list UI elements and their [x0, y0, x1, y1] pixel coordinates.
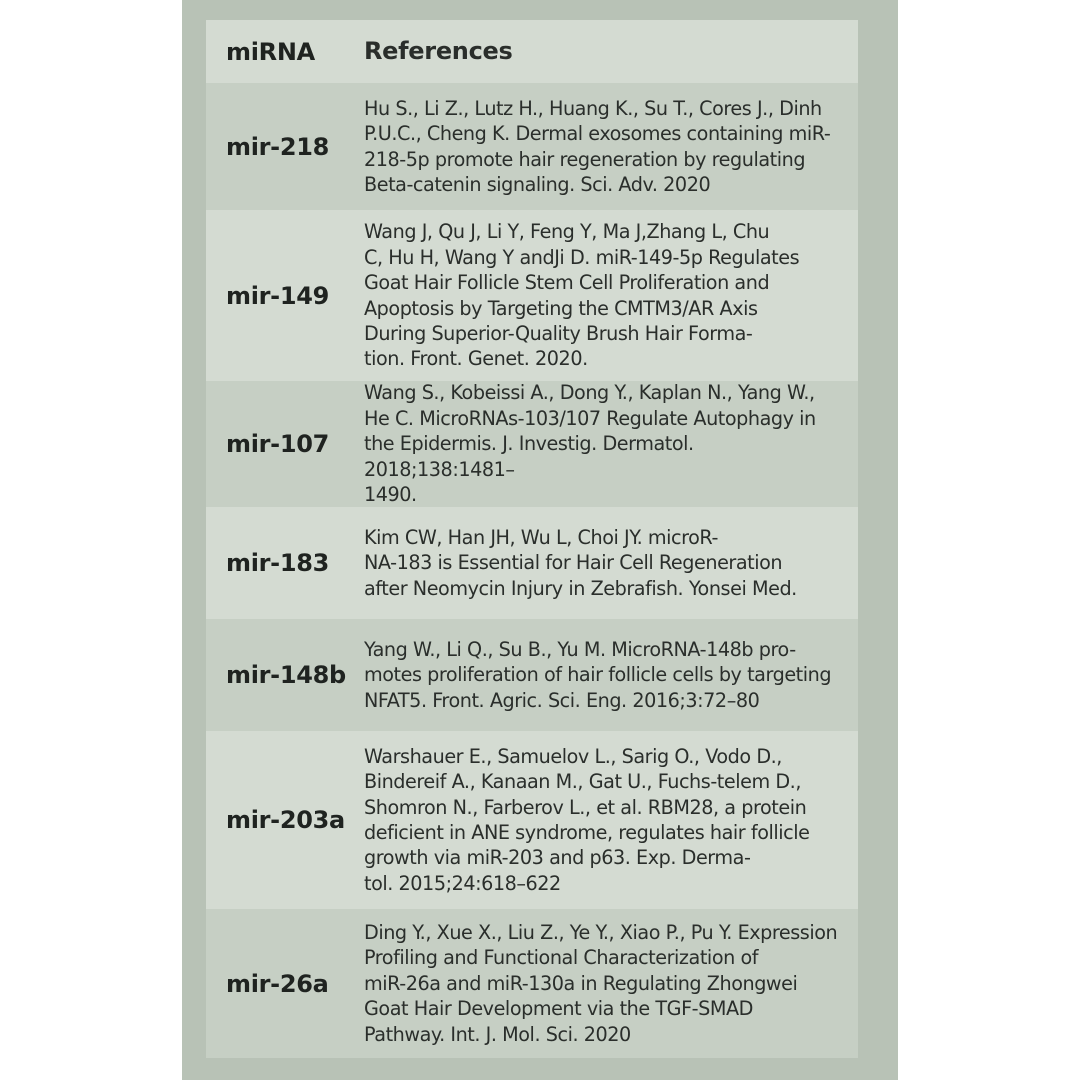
reference-text: Hu S., Li Z., Lutz H., Huang K., Su T., Cores J., Dinh P.U.C., Cheng K. Dermal exosomes containing miR- 218-5p promote hair regeneration by regulating Beta-catenin signaling. Sci. Adv. 2020 — [364, 96, 831, 196]
table-row — [206, 381, 858, 507]
mirna-name: mir-26a — [226, 969, 329, 998]
reference-text: Ding Y., Xue X., Liu Z., Ye Y., Xiao P., Pu Y. Expression Profiling and Functional Characterization of miR-26a and miR-130a in Regulating Zhongwei Goat Hair Development via the TGF-SMAD Pathway. Int. J. Mol. Sci. 2020 — [364, 920, 838, 1046]
table-row — [206, 619, 858, 731]
reference-text: Wang S., Kobeissi A., Dong Y., Kaplan N., Yang W., He C. MicroRNAs-103/107 Regulate Autophagy in the Epidermis. J. Investig. Dermatol. 2018;138:1481– 1490. — [364, 381, 816, 507]
mirna-references-table — [206, 20, 858, 1058]
mirna-name: mir-203a — [226, 806, 345, 834]
table-row — [206, 83, 858, 210]
header-references: References — [364, 36, 513, 65]
table-header-row — [206, 20, 858, 83]
reference-text: Kim CW, Han JH, Wu L, Choi JY. microR- NA-183 is Essential for Hair Cell Regeneration after Neomycin Injury in Zebrafish. Yonsei Med. — [364, 525, 797, 600]
mirna-name: mir-183 — [226, 549, 330, 577]
reference-text: Warshauer E., Samuelov L., Sarig O., Vodo D., Bindereif A., Kanaan M., Gat U., Fuchs-telem D., Shomron N., Farberov L., et al. RBM28, a protein deficient in ANE syndrome, regulates hair follicle growth via miR-203 and p63. Exp. Derma- tol. 2015;24:618–622 — [364, 744, 810, 895]
table-row — [206, 731, 858, 909]
reference-text: Yang W., Li Q., Su B., Yu M. MicroRNA-148b pro- motes proliferation of hair follicle cells by targeting NFAT5. Front. Agric. Sci. Eng. 2016;3:72–80 — [364, 637, 832, 712]
mirna-name: mir-149 — [226, 281, 330, 310]
reference-text: Wang J, Qu J, Li Y, Feng Y, Ma J,Zhang L, Chu C, Hu H, Wang Y andJi D. miR-149-5p Regulates Goat Hair Follicle Stem Cell Proliferation and Apoptosis by Targeting the CMTM3/AR Axis During Superior-Quality Brush Hair Forma- tion. Front. Genet. 2020. — [364, 220, 800, 371]
mirna-name: mir-218 — [226, 132, 330, 161]
header-mirna: miRNA — [226, 37, 315, 66]
table-row — [206, 909, 858, 1058]
table-row — [206, 507, 858, 619]
table-row — [206, 210, 858, 381]
mirna-name: mir-107 — [226, 430, 330, 458]
mirna-name: mir-148b — [226, 661, 346, 689]
